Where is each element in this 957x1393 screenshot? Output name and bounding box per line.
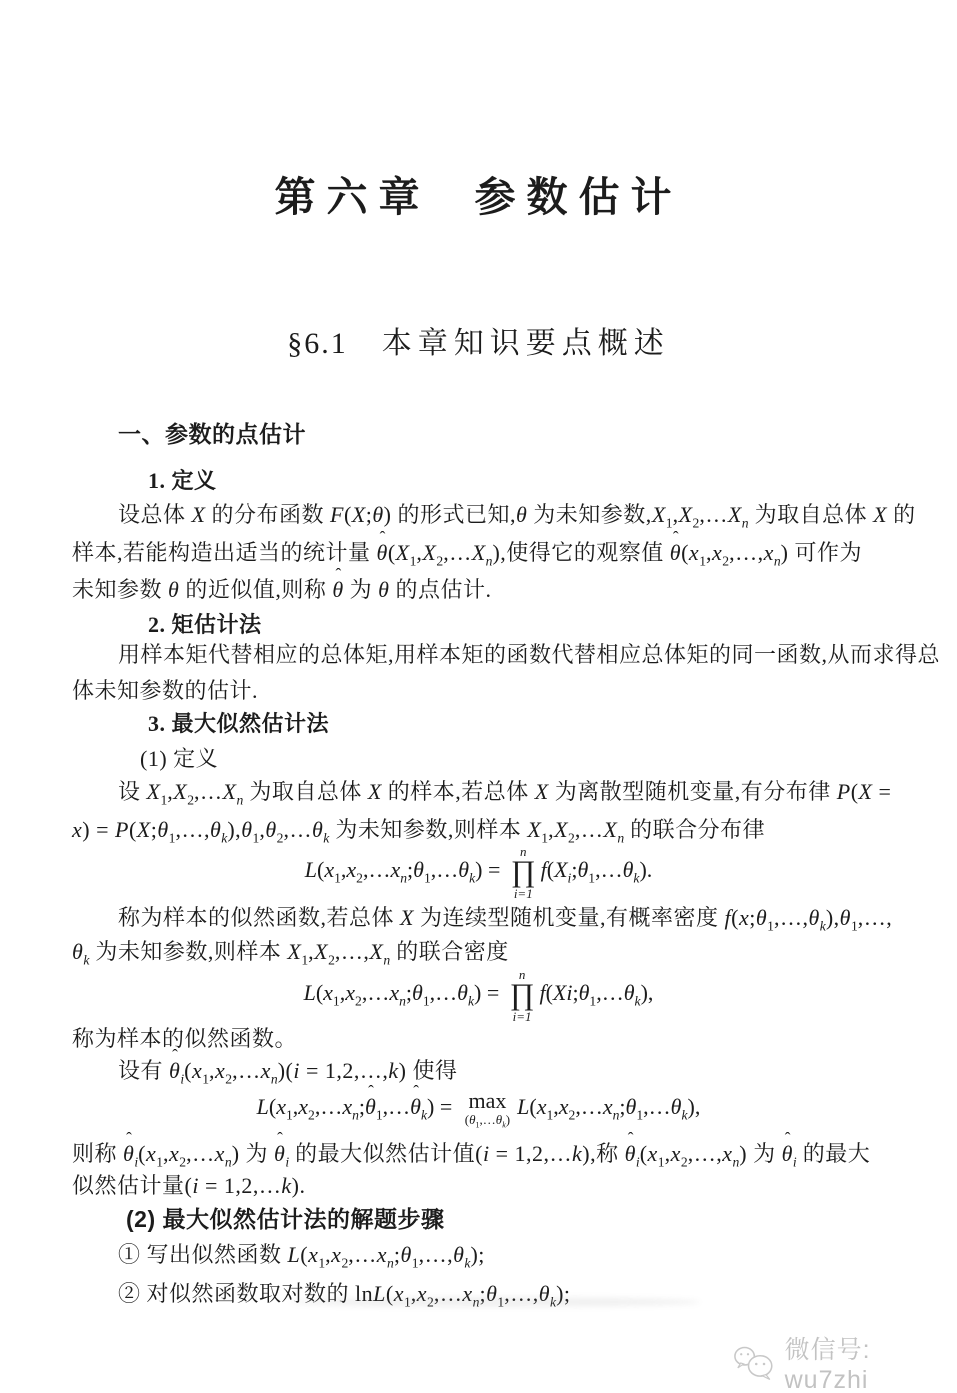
subheading-mle-definition: (1) 定义 [140, 746, 219, 771]
chapter-name: 参数估计 [474, 174, 683, 220]
pi-product-icon: ∏ [510, 855, 536, 888]
step-line: ② 对似然函数取对数的 $\ln L(x_1,x_2,\dots x_n;\theta_1,\dots,\theta_k)$; [118, 1281, 571, 1310]
wechat-watermark [732, 1330, 957, 1393]
section-number: §6.1 [287, 327, 348, 360]
paragraph-line: 称为样本的似然函数,若总体 X 为连续型随机变量,有概率密度 $f(x;\theta_1,\dots,\theta_k),\theta_1,\dots$, [118, 905, 893, 934]
paragraph-line: 设有 θ $ˆ_i(x_1,x_2,\dots x_n)(i$ = 1,2,…,k) 使得 [118, 1056, 457, 1094]
paragraph-line: $\theta_k$ 为未知参数,则样本 $X_1,X_2,\dots,X_n$ 的联合密度 [72, 939, 509, 968]
paragraph-line: 似然估计量(i = 1,2,…k). [72, 1173, 306, 1198]
heading-mle-steps: (2) 最大似然估计法的解题步骤 [126, 1206, 445, 1232]
section-name: 本章知识要点概述 [381, 327, 670, 360]
paragraph-line: 则称 θ $ˆ_i(x_1,x_2,\dots x_n)$ 为 θ ˆ$_i$ 的最大似然估计值(i = 1,2,…k),称 θ $ˆ_i(x_1,x_2,\dots,x_n)$ 为 θ ˆ$_i$ 的最大 [72, 1139, 870, 1177]
watermark-text: 微信号: wu7zhi [784, 1336, 871, 1393]
formula-lhs: $L(x_1,x_2,\dots x_n;\theta_1,\dots\theta_k)$ = [303, 980, 505, 1009]
product-operator: n ∏ i=1 [510, 844, 536, 901]
chapter-title [0, 174, 957, 220]
heading-point-estimation: 一、参数的点估计 [118, 421, 306, 447]
scan-smudge [290, 1297, 700, 1307]
formula-lhs: $L(x_1,x_2,\dots x_n;\theta_1,\dots\theta_k)$ = [304, 857, 506, 886]
paragraph-line: 设总体 X 的分布函数 F(X;θ) 的形式已知,θ 为未知参数$,X_1,X_2,\dots X_n$ 为取自总体 X 的 [118, 502, 916, 531]
product-operator: n ∏ i=1 [509, 967, 535, 1024]
formula-likelihood-discrete [0, 845, 957, 900]
subheading-moment-method: 2. 矩估计法 [148, 612, 262, 637]
chapter-number: 第六章 [274, 174, 431, 220]
subheading-mle-method: 3. 最大似然估计法 [148, 711, 330, 736]
formula-likelihood-continuous [0, 968, 957, 1023]
paragraph-line: 样本,若能构造出适当的统计量 θ $ˆ(X_1,X_2,\dots X_n)$,使得它的观察值 θ $ˆ(x_1,x_2,\dots,x_n)$ 可作为 [72, 538, 862, 576]
formula-rhs: $L(x_1,x_2,\dots x_n;\theta_1,\dots\theta_k)$, [517, 1094, 701, 1123]
step-line: ① 写出似然函数 $L(x_1,x_2,\dots x_n;\theta_1,\dots,\theta_k)$; [118, 1242, 485, 1271]
paragraph-line: 体未知参数的估计. [72, 678, 259, 703]
paragraph-line: 称为样本的似然函数。 [72, 1026, 298, 1051]
wechat-icon [732, 1343, 777, 1383]
paragraph-line: 设 $X_1,X_2,\dots X_n$ 为取自总体 X 的样本,若总体 X 为离散型随机变量,有分布律 P(X = [118, 779, 892, 808]
formula-lhs: $L(x_1,x_2,\dots x_n;\theta$ ˆ$_1$,…θ ˆ$_k$) = [257, 1094, 458, 1119]
paragraph-line: $x) = P(X;\theta_1,\dots,\theta_k),\theta_1,\theta_2,\dots\theta_k$ 为未知参数,则样本 $X_1,X_2,\dots X_n$ 的联合分布律 [72, 817, 766, 846]
section-heading [0, 324, 957, 364]
paragraph-line: 未知参数 θ 的近似值,则称 θ ˆ 为 θ 的点估计. [72, 575, 492, 605]
subheading-definition: 1. 定义 [148, 468, 217, 493]
formula-rhs: $f(X_i;\theta_1,\dots\theta_k)$. [540, 857, 653, 886]
formula-mle-max [0, 1088, 957, 1131]
paragraph-line: 用样本矩代替相应的总体矩,用样本矩的函数代替相应总体矩的同一函数,从而求得总 [118, 642, 941, 667]
max-operator: max $(\theta_1,\dots\theta_k)$ [464, 1088, 511, 1130]
pi-product-icon: ∏ [509, 978, 535, 1011]
formula-rhs: $f(Xi;\theta_1,\dots\theta_k)$, [539, 980, 654, 1009]
